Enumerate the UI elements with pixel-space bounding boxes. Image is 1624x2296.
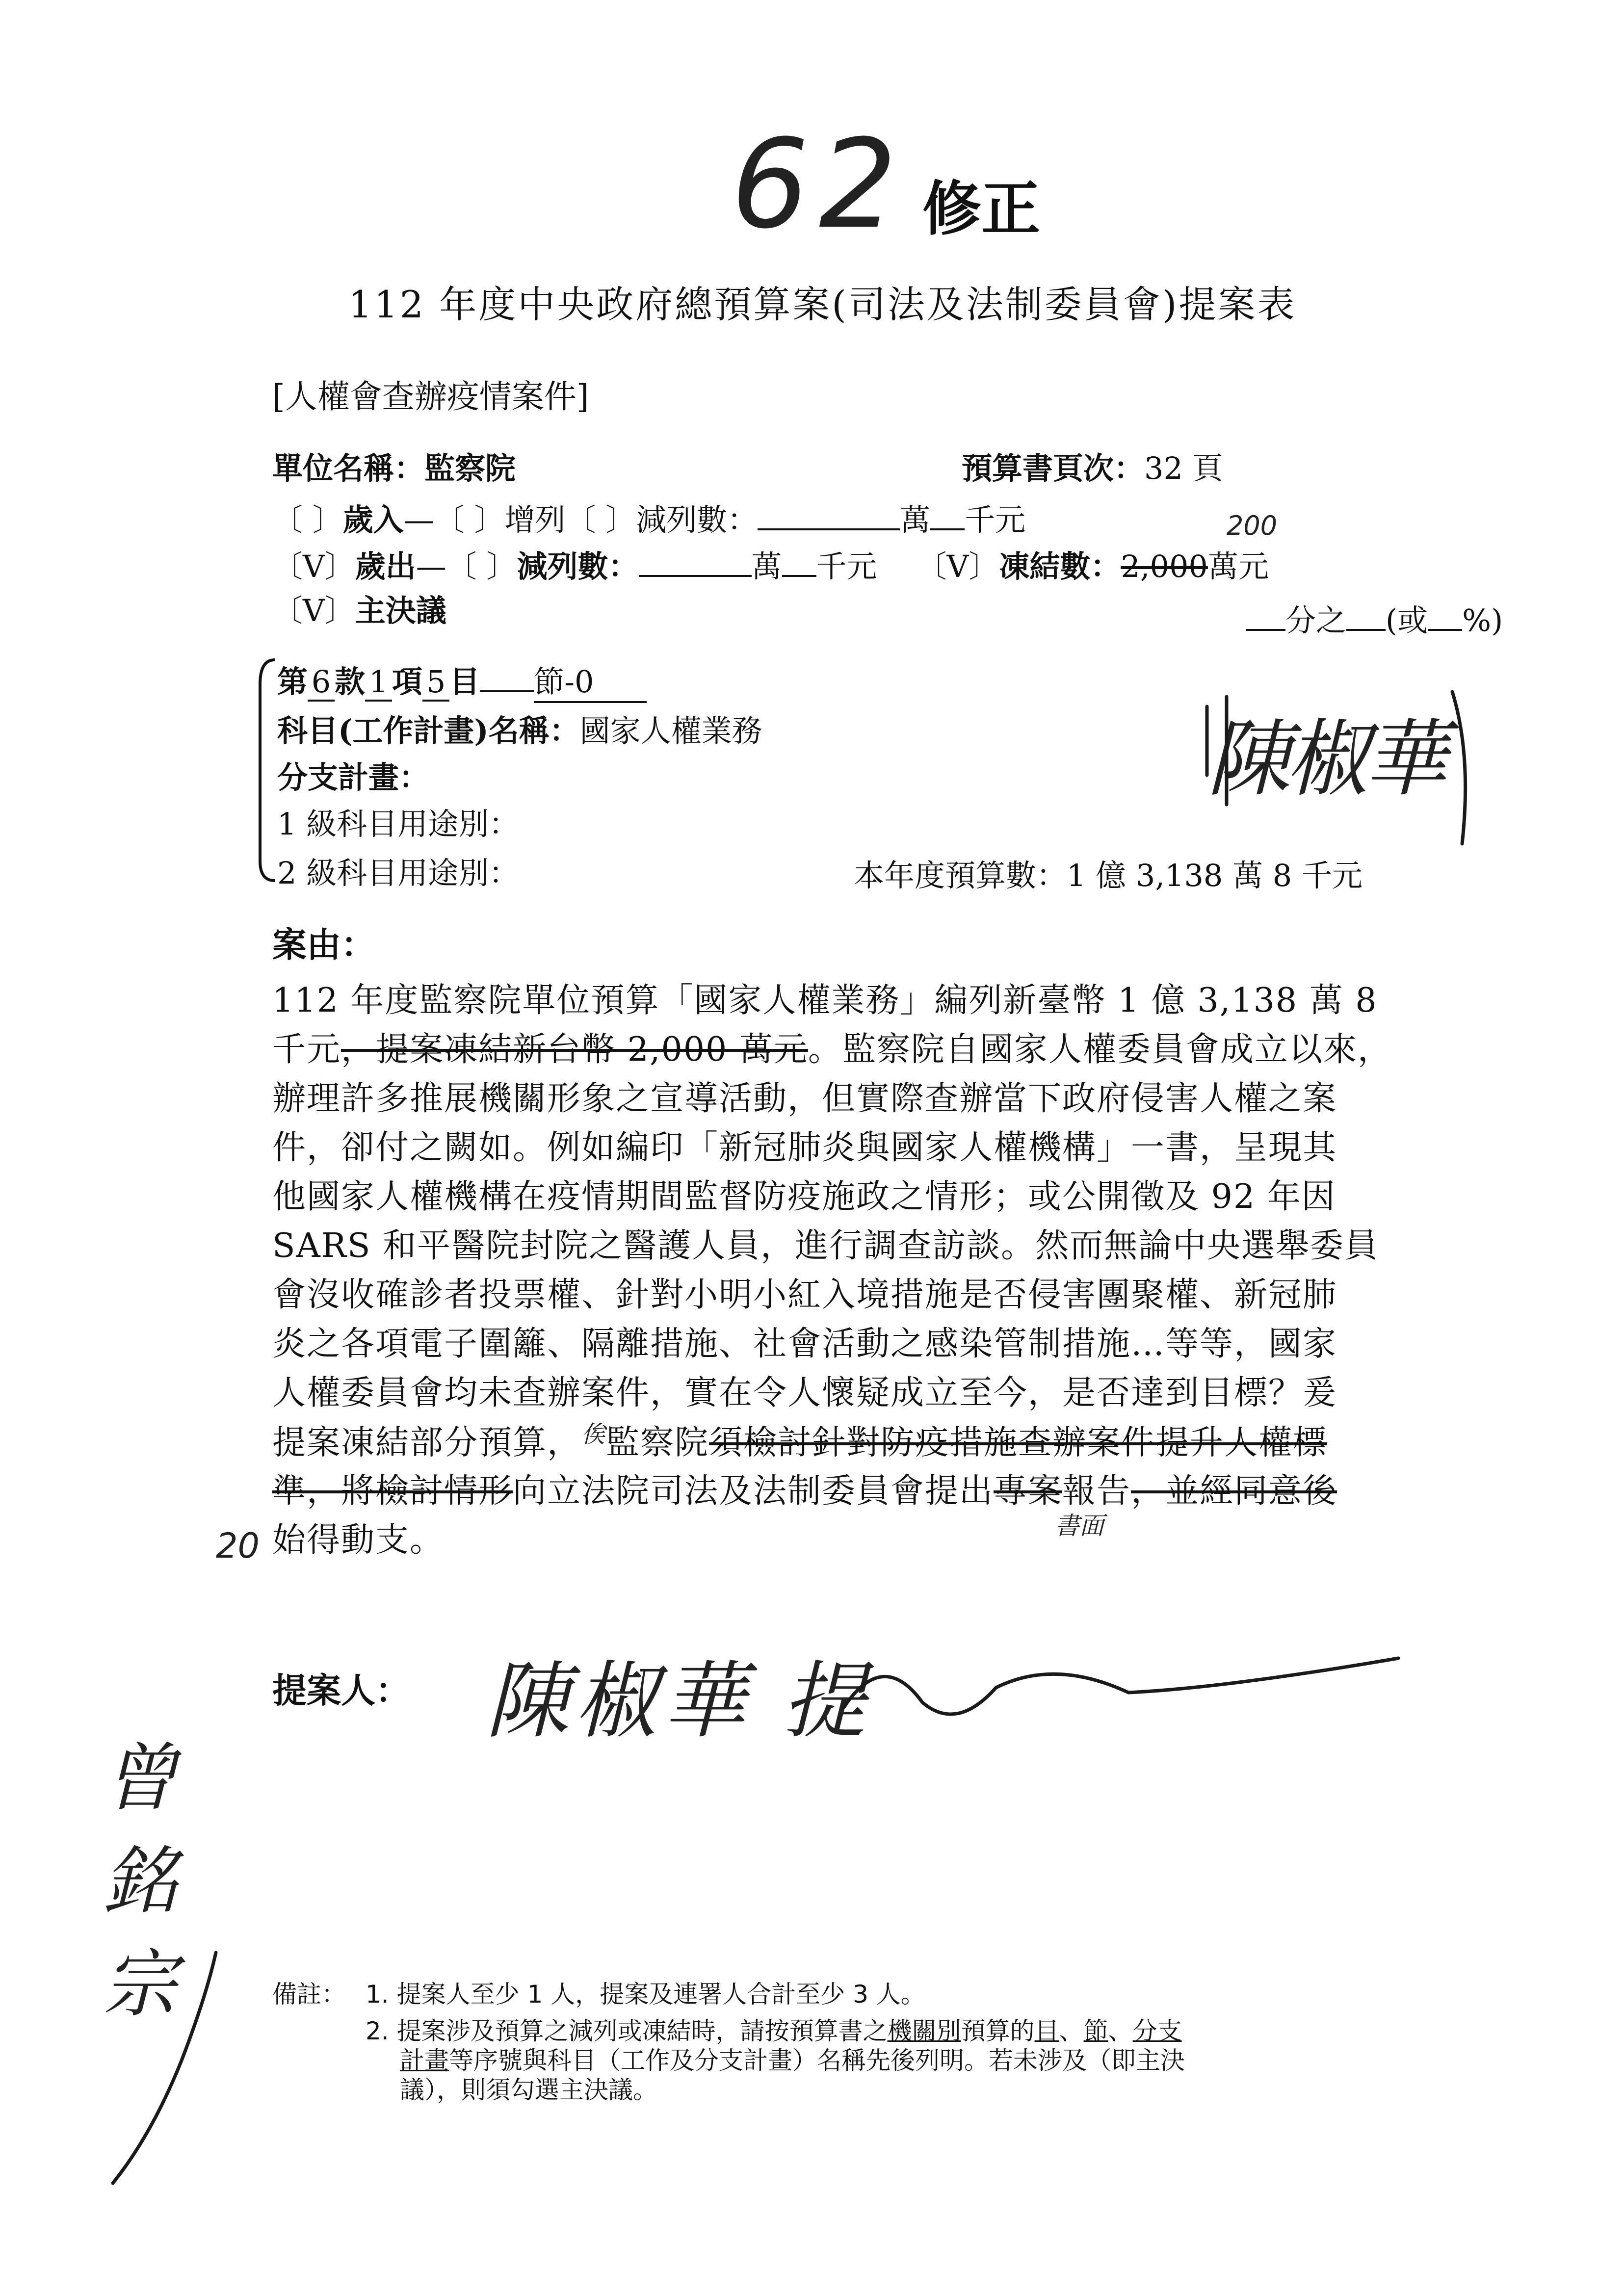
main-resolution-label: 主決議 bbox=[355, 593, 446, 628]
level1-label: 1 級科目用途別： bbox=[277, 806, 520, 842]
reason-line-2 bbox=[272, 1023, 1392, 1070]
jie-label: 節-0 bbox=[534, 657, 647, 703]
expenditure-label: 歲出 bbox=[355, 548, 416, 584]
freeze-original: 2,000 bbox=[1121, 548, 1208, 584]
freeze-label: 凍結數： bbox=[999, 548, 1121, 584]
revenue-label: 歲入 bbox=[342, 502, 404, 538]
kuan-value: 6 bbox=[308, 664, 335, 702]
page-ref bbox=[962, 444, 1223, 488]
note-1: 1. 提案人至少 1 人，提案及連署人合計至少 3 人。 bbox=[366, 1980, 925, 2009]
main-resolution-checkbox: 〔V〕 bbox=[272, 593, 355, 628]
proposer-label: 提案人： bbox=[272, 1670, 410, 1711]
ratio-text: 分之 bbox=[1285, 602, 1347, 638]
subject-signature: 陳椒華 bbox=[1207, 711, 1443, 808]
proposer-signature-stroke bbox=[834, 1629, 1423, 1751]
revenue-row bbox=[272, 496, 1025, 539]
note-3-u: 計畫 bbox=[400, 2046, 449, 2075]
reason-line-9: 人權委員會均未查辦案件，實在令人懷疑成立至今，是否達到目標？爰 bbox=[272, 1374, 1337, 1412]
reason-line-8: 炎之各項電子圍籬、隔離措施、社會活動之感染管制措施…等等，國家 bbox=[272, 1325, 1337, 1363]
kuan-label: 款 bbox=[335, 664, 366, 700]
thousand-label: 千元 bbox=[965, 502, 1026, 538]
reason-line-10 bbox=[272, 1415, 1327, 1464]
reason-line-1: 112 年度監察院單位預算「國家人權業務」編列新臺幣 1 億 3,138 萬 8 bbox=[272, 981, 1378, 1020]
freeze-checkbox: 〔V〕 bbox=[916, 548, 999, 584]
exp-wan-blank bbox=[639, 575, 752, 577]
reason-l11a: 向立法院司法及法制委員會提出 bbox=[513, 1472, 994, 1511]
unit-label: 單位名稱： bbox=[272, 450, 425, 486]
reason-l2a: 千元 bbox=[272, 1030, 341, 1069]
expenditure-row bbox=[272, 542, 1269, 586]
note-2-sep1: 、 bbox=[1059, 2017, 1084, 2045]
page-value: 32 頁 bbox=[1144, 450, 1223, 486]
subject-name-label: 科目(工作計畫)名稱： bbox=[277, 713, 580, 749]
note-2-u3: 節 bbox=[1083, 2017, 1108, 2045]
exp-reduce-label: 減列數： bbox=[517, 548, 639, 584]
note-4: 議），則須勾選主決議。 bbox=[400, 2076, 657, 2104]
exp-thousand-blank bbox=[782, 575, 816, 577]
reason-l11-insert: 書面 bbox=[1055, 1512, 1104, 1540]
wan-label: 萬 bbox=[900, 502, 931, 538]
reason-l11b: 報告 bbox=[1062, 1472, 1131, 1511]
case-label: [人權會查辦疫情案件] bbox=[272, 378, 589, 416]
ratio-blank-2 bbox=[1346, 629, 1386, 631]
subject-name-value: 國家人權業務 bbox=[579, 713, 762, 749]
ratio-or: (或 bbox=[1386, 602, 1428, 638]
increase-label: 增列 bbox=[504, 502, 566, 538]
note-2-u2: 目 bbox=[1034, 2017, 1059, 2045]
reason-line-5: 他國家人權機構在疫情期間監督防疫施政之情形；或公開徵及 92 年因 bbox=[272, 1177, 1336, 1216]
proposer-signature: 陳椒華 提 bbox=[486, 1653, 871, 1750]
subject-signature-strokes bbox=[1197, 677, 1492, 854]
unit-row bbox=[272, 444, 516, 488]
main-resolution-row bbox=[272, 586, 446, 630]
handwritten-number: 62 bbox=[731, 113, 907, 256]
exp-reduce-checkbox: 〔 〕 bbox=[446, 548, 517, 584]
note-2-sep2: 、 bbox=[1108, 2017, 1133, 2045]
annual-budget bbox=[854, 851, 1362, 895]
mu-label: 目 bbox=[449, 664, 480, 700]
reason-line-3: 辦理許多推展機關形象之宣導活動，但實際查辦當下政府侵害人權之案 bbox=[272, 1079, 1337, 1118]
note-2-u4: 分支 bbox=[1132, 2017, 1182, 2045]
note-2-mid: 預算的 bbox=[961, 2017, 1035, 2045]
expenditure-dash: — bbox=[416, 548, 446, 584]
section-prefix: 第 bbox=[277, 664, 308, 700]
reason-l11-strike3: ，並經同意後 bbox=[1131, 1472, 1337, 1511]
exp-wan-label: 萬 bbox=[751, 548, 782, 584]
mu-value: 5 bbox=[422, 664, 449, 702]
reduce-checkbox: 〔 〕 bbox=[565, 502, 636, 538]
jie-blank bbox=[480, 690, 534, 692]
ratio-blank-1 bbox=[1246, 629, 1285, 631]
revision-mark: 修正 bbox=[922, 174, 1040, 243]
cosigner-signature-stroke bbox=[93, 1938, 240, 2193]
reduce-label: 減列數： bbox=[636, 502, 758, 538]
page-title: 112 年度中央政府總預算案(司法及法制委員會)提案表 bbox=[348, 283, 1297, 326]
revenue-wan-blank bbox=[758, 528, 900, 530]
reason-l10a: 提案凍結部分預算， bbox=[272, 1423, 582, 1462]
cosigner-signature: 曾銘宗 bbox=[103, 1736, 177, 2027]
exp-thousand-label: 千元 bbox=[816, 548, 877, 584]
revenue-dash: — bbox=[403, 502, 434, 538]
ratio-row bbox=[1246, 596, 1503, 640]
unit-value: 監察院 bbox=[424, 450, 516, 486]
reason-line-6: SARS 和平醫院封院之醫護人員，進行調查訪談。然而無論中央選舉委員 bbox=[272, 1226, 1379, 1265]
reason-line-12: 始得動支。 bbox=[272, 1521, 445, 1560]
revenue-checkbox: 〔 〕 bbox=[272, 502, 343, 538]
reason-l10-insert: 俟 bbox=[581, 1421, 606, 1448]
reason-l10-strike: 須檢討針對防疫措施查辦案件提升人權標 bbox=[709, 1423, 1328, 1462]
page-label: 預算書頁次： bbox=[962, 450, 1145, 486]
reason-l11-strike2: 專案 bbox=[994, 1472, 1063, 1511]
reason-l2b: 。監察院自國家人權委員會成立以來， bbox=[808, 1030, 1392, 1069]
xiang-label: 項 bbox=[392, 664, 423, 700]
notes-label: 備註： bbox=[272, 1980, 346, 2009]
branch-label: 分支計畫： bbox=[277, 759, 430, 795]
freeze-unit: 萬元 bbox=[1207, 548, 1269, 584]
margin-note: 20 bbox=[216, 1526, 260, 1566]
level2-label: 2 級科目用途別： bbox=[277, 855, 520, 891]
reason-l2-strike: ，提案凍結新台幣 2,000 萬元 bbox=[341, 1030, 808, 1069]
reason-l10b: 監察院 bbox=[606, 1423, 709, 1462]
ratio-pct: %) bbox=[1462, 602, 1503, 638]
subject-bracket bbox=[250, 655, 280, 886]
reason-line-11 bbox=[272, 1464, 1337, 1512]
section-row bbox=[277, 657, 647, 703]
reason-line-7: 會沒收確診者投票權、針對小明小紅入境措施是否侵害團聚權、新冠肺 bbox=[272, 1276, 1337, 1314]
reason-l11-strike: 準，將檢討情形 bbox=[272, 1472, 513, 1511]
freeze-new-value: 200 bbox=[1227, 510, 1278, 541]
note-3-rest: 等序號與科目（工作及分支計畫）名稱先後列明。若未涉及（即主決 bbox=[449, 2046, 1185, 2075]
ratio-blank-3 bbox=[1428, 629, 1462, 631]
revenue-thousand-blank bbox=[930, 528, 965, 530]
subject-name-row bbox=[277, 706, 762, 750]
reason-line-4: 件，卻付之闕如。例如編印「新冠肺炎與國家人權機構」一書，呈現其 bbox=[272, 1128, 1337, 1167]
increase-checkbox: 〔 〕 bbox=[434, 502, 505, 538]
annual-value: 1 億 3,138 萬 8 千元 bbox=[1067, 858, 1362, 893]
xiang-value: 1 bbox=[365, 664, 392, 702]
reason-heading: 案由： bbox=[272, 924, 375, 965]
note-2-pre: 2. 提案涉及預算之減列或凍結時，請按預算書之 bbox=[366, 2017, 888, 2045]
expenditure-checkbox: 〔V〕 bbox=[272, 548, 355, 584]
note-2-u1: 機關別 bbox=[887, 2017, 961, 2045]
annual-label: 本年度預算數： bbox=[854, 858, 1067, 893]
